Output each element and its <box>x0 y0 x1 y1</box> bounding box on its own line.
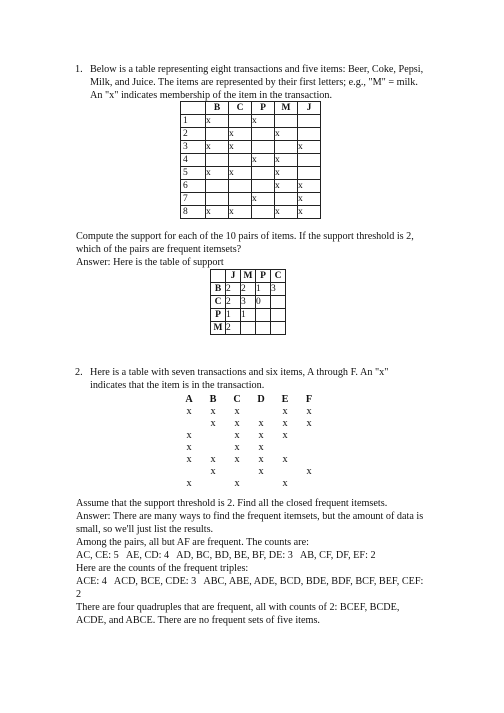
table-cell: x <box>252 115 275 128</box>
table-cell <box>252 167 275 180</box>
question-1 <box>76 63 428 102</box>
table-cell: 8 <box>181 206 206 219</box>
q2-answer-line: small, so we'll just list the results. <box>76 524 214 535</box>
item-matrix-cell: x <box>306 466 312 477</box>
table-cell <box>252 141 275 154</box>
table-cell: P <box>211 309 226 322</box>
item-matrix-cell: x <box>210 466 216 477</box>
table-cell: 2 <box>241 283 256 296</box>
table-cell: 2 <box>226 322 241 335</box>
table-cell: 1 <box>181 115 206 128</box>
table-cell: 3 <box>271 283 286 296</box>
table-cell: x <box>229 167 252 180</box>
q2-answer-line: There are four quadruples that are frequent, all with counts of 2: BCEF, BCDE, <box>76 602 400 613</box>
table-header-row <box>181 102 321 115</box>
table-cell: B <box>211 283 226 296</box>
item-matrix-header-cell: F <box>305 394 313 405</box>
item-matrix-cell: x <box>258 466 264 477</box>
table-cell: 0 <box>256 296 271 309</box>
table-cell: x <box>275 167 298 180</box>
table-cell: 1 <box>241 309 256 322</box>
table-cell <box>298 115 321 128</box>
table-cell: x <box>275 206 298 219</box>
table-cell <box>241 322 256 335</box>
table-cell: x <box>206 167 229 180</box>
table-row <box>181 193 321 206</box>
item-matrix-cell: x <box>186 454 192 465</box>
table-row <box>181 141 321 154</box>
table-cell <box>275 193 298 206</box>
table-cell: 7 <box>181 193 206 206</box>
table-cell <box>298 167 321 180</box>
table-row <box>181 180 321 193</box>
table-row <box>181 167 321 180</box>
q2-answer-line: 2 <box>76 589 82 600</box>
q2-answer-line: Answer: There are many ways to find the frequent itemsets, but the amount of data is <box>76 511 424 522</box>
table-cell <box>229 115 252 128</box>
table-row <box>211 322 286 335</box>
table-header-cell <box>181 102 206 115</box>
table-cell: 6 <box>181 180 206 193</box>
item-matrix-cell: x <box>234 454 240 465</box>
item-matrix-cell: x <box>234 418 240 429</box>
table-cell: x <box>298 193 321 206</box>
table-header-cell: B <box>206 102 229 115</box>
item-matrix-cell: x <box>186 406 192 417</box>
question-2-answer <box>76 497 428 627</box>
item-matrix-row <box>182 441 322 453</box>
table-cell <box>271 309 286 322</box>
table-cell: 2 <box>226 283 241 296</box>
table-cell <box>206 128 229 141</box>
table-row <box>181 128 321 141</box>
item-matrix-cell: x <box>258 442 264 453</box>
table-cell: 1 <box>226 309 241 322</box>
question-1-number: 1. <box>75 64 83 75</box>
table-cell: 5 <box>181 167 206 180</box>
item-matrix-row <box>182 465 322 477</box>
table-header-row <box>211 270 286 283</box>
table-header-cell: M <box>241 270 256 283</box>
item-matrix-cell: x <box>210 418 216 429</box>
table-cell: x <box>206 206 229 219</box>
table-cell: x <box>275 128 298 141</box>
table-cell <box>275 141 298 154</box>
item-matrix-row <box>182 453 322 465</box>
table-cell <box>252 206 275 219</box>
item-matrix-cell: x <box>282 406 288 417</box>
item-matrix-cell: x <box>258 430 264 441</box>
table-header-cell: P <box>252 102 275 115</box>
table-cell: x <box>298 141 321 154</box>
table-cell <box>298 154 321 167</box>
table-cell <box>252 180 275 193</box>
q2-answer-line: ACDE, and ABCE. There are no frequent sets of five items. <box>76 615 320 626</box>
table-cell: x <box>229 206 252 219</box>
item-matrix-header-cell: C <box>233 394 241 405</box>
table-cell: M <box>211 322 226 335</box>
item-matrix-header-cell: E <box>281 394 289 405</box>
item-matrix-cell: x <box>234 478 240 489</box>
table-cell: x <box>206 115 229 128</box>
item-matrix-cell: x <box>210 454 216 465</box>
item-matrix-cell: x <box>210 406 216 417</box>
table-cell <box>206 180 229 193</box>
item-matrix-cell: x <box>282 418 288 429</box>
transactions-table <box>180 101 321 219</box>
support-table <box>210 269 286 335</box>
table-cell: 3 <box>241 296 256 309</box>
item-matrix-cell: x <box>186 430 192 441</box>
item-matrix-cell: x <box>306 406 312 417</box>
question-1-text <box>76 63 428 102</box>
question-2 <box>76 366 428 392</box>
q2-line: indicates that the item is in the transaction. <box>90 380 265 391</box>
table-cell <box>271 322 286 335</box>
table-row <box>181 154 321 167</box>
q1-after-line: which of the pairs are frequent itemsets? <box>76 244 242 255</box>
table-cell: 1 <box>256 283 271 296</box>
item-matrix-header <box>182 393 322 405</box>
table-cell: x <box>275 180 298 193</box>
item-matrix-cell: x <box>234 442 240 453</box>
item-matrix-cell: x <box>282 430 288 441</box>
q2-answer-line: Here are the counts of the frequent triples: <box>76 563 249 574</box>
q1-line: An "x" indicates membership of the item in the transaction. <box>90 90 333 101</box>
table-cell <box>275 115 298 128</box>
table-cell <box>229 154 252 167</box>
item-matrix-cell: x <box>282 478 288 489</box>
item-matrix-row <box>182 405 322 417</box>
table-row <box>211 309 286 322</box>
table-cell: 4 <box>181 154 206 167</box>
table-cell <box>229 193 252 206</box>
table-header-cell: J <box>298 102 321 115</box>
table-header-cell <box>211 270 226 283</box>
table-cell <box>206 154 229 167</box>
q2-answer-line: AC, CE: 5 AE, CD: 4 AD, BC, BD, BE, BF, DE: 3 AB, CF, DF, EF: 2 <box>76 550 376 561</box>
item-matrix-cell: x <box>186 478 192 489</box>
q1-line: Milk, and Juice. The items are represented by their first letters; e.g., "M" = milk. <box>90 77 418 88</box>
item-matrix-row <box>182 429 322 441</box>
item-matrix-cell: x <box>234 430 240 441</box>
table-cell: x <box>206 141 229 154</box>
table-row <box>211 296 286 309</box>
question-2-text <box>76 366 428 392</box>
q2-answer-line: ACE: 4 ACD, BCE, CDE: 3 ABC, ABE, ADE, BCD, BDE, BDF, BCF, BEF, CEF: <box>76 576 424 587</box>
question-2-number: 2. <box>75 367 83 378</box>
table-cell: 2 <box>181 128 206 141</box>
item-matrix-cell: x <box>186 442 192 453</box>
q2-answer-line: Assume that the support threshold is 2. Find all the closed frequent itemsets. <box>76 498 388 509</box>
item-matrix-cell: x <box>306 418 312 429</box>
item-matrix-cell: x <box>282 454 288 465</box>
table-cell: 3 <box>181 141 206 154</box>
q2-line: Here is a table with seven transactions and six items, A through F. An "x" <box>90 367 389 378</box>
table-header-cell: C <box>271 270 286 283</box>
table-cell <box>298 128 321 141</box>
table-cell: x <box>252 193 275 206</box>
table-cell <box>206 193 229 206</box>
q2-answer-line: Among the pairs, all but AF are frequent. The counts are: <box>76 537 309 548</box>
table-cell: 2 <box>226 296 241 309</box>
table-cell: x <box>298 180 321 193</box>
item-matrix-header-cell: D <box>257 394 265 405</box>
table-row <box>181 206 321 219</box>
item-matrix-cell: x <box>258 454 264 465</box>
table-header-cell: C <box>229 102 252 115</box>
table-header-cell: M <box>275 102 298 115</box>
item-matrix-header-cell: B <box>209 394 217 405</box>
q1-after-line: Compute the support for each of the 10 pairs of items. If the support threshold is 2, <box>76 231 414 242</box>
table-cell <box>229 180 252 193</box>
table-cell: x <box>275 154 298 167</box>
q1-line: Below is a table representing eight transactions and five items: Beer, Coke, Pepsi, <box>90 64 424 75</box>
item-matrix-row <box>182 477 322 489</box>
table-header-cell: P <box>256 270 271 283</box>
item-matrix-cell: x <box>234 406 240 417</box>
table-cell <box>252 128 275 141</box>
table-cell: C <box>211 296 226 309</box>
table-row <box>181 115 321 128</box>
item-matrix-header-cell: A <box>185 394 193 405</box>
table-row <box>211 283 286 296</box>
table-cell <box>271 296 286 309</box>
item-matrix-cell: x <box>258 418 264 429</box>
q1-after-line: Answer: Here is the table of support <box>76 257 224 268</box>
table-cell: x <box>252 154 275 167</box>
table-header-cell: J <box>226 270 241 283</box>
table-cell: x <box>229 128 252 141</box>
item-matrix <box>182 393 322 489</box>
question-1-after <box>76 230 428 269</box>
table-cell <box>256 322 271 335</box>
table-cell: x <box>229 141 252 154</box>
table-cell <box>256 309 271 322</box>
table-cell: x <box>298 206 321 219</box>
item-matrix-row <box>182 417 322 429</box>
